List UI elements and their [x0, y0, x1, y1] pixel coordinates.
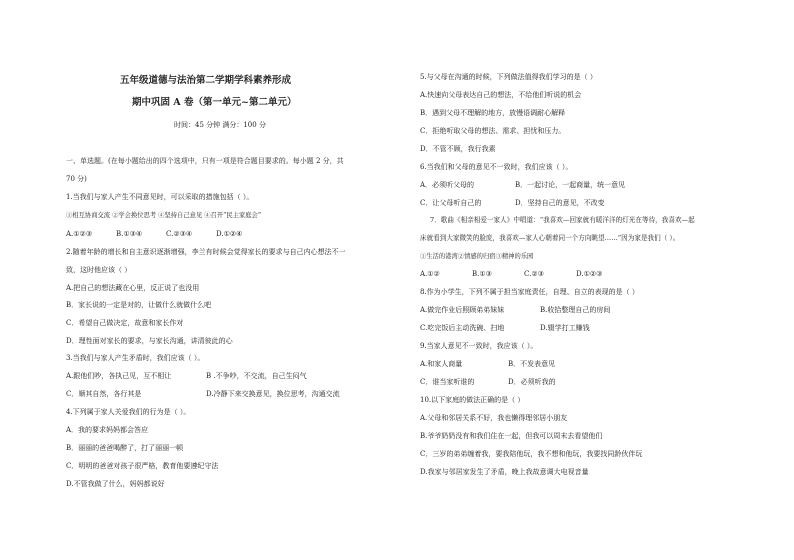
q7-option-c: C.②③ [524, 270, 544, 278]
section-intro-line1: 一、单选题。(在每小题给出的四个选项中，只有一项是符合题目要求的。每小题 2 分，共 [66, 157, 344, 165]
q3-option-b: B .不争吵，不交流，自己生闷气 [206, 372, 307, 380]
q5-option-d: D．不管不顾，我行我素 [420, 145, 496, 153]
q1-option-b: B.①③④ [116, 230, 143, 238]
q2-option-d: D．理性面对家长的要求，与家长沟通，讲清彼此的心 [66, 337, 233, 345]
q3-option-a: A.跟他们吵，各执己见，互不相让 [66, 372, 172, 380]
q4-option-b: B．丽丽的爸爸喝醉了，打了丽丽一顿 [66, 444, 184, 452]
exam-time-info: 时间：45 分钟 满分：100 分 [174, 121, 266, 129]
question-7-statements: ①生活的港湾②情感的归宿③精神的乐园 [420, 253, 534, 260]
question-7-stem-line1: 7．歌曲《相亲相爱一家人》中唱道：“我喜欢—回家就有暖洋洋的灯光在等待，我喜欢—起 [430, 216, 695, 224]
q4-option-c: C．明明的爸爸对孩子很严格，教育他要遵纪守法 [66, 462, 219, 470]
q10-option-a: A.父母和邻居关系不好，我也懒得理邻居小朋友 [420, 414, 568, 422]
q7-option-b: B.①③ [472, 270, 492, 278]
question-1-stem: 1.当我们与家人产生不同意见时，可以采取的措施包括（ ）。 [66, 193, 254, 201]
q9-option-d: D．必须听我的 [508, 378, 556, 386]
q3-option-d: D.冷静下来交换意见，换位思考，沟通交流 [206, 390, 340, 398]
question-10-stem: 10.以下家庭的做法正确的是（ ） [420, 396, 525, 404]
q9-option-a: A.和家人商量 [420, 360, 463, 368]
question-6-stem: 6.当我们和父母的意见不一致时，我们应该（ ）。 [420, 163, 573, 171]
q1-option-d: D.①②④ [216, 230, 243, 238]
q2-option-a: A.把自己的想法藏在心里，反正说了也没用 [66, 284, 200, 292]
q3-option-c: C．顺其自然，各行其是 [66, 390, 142, 398]
q4-option-d: D.不管我做了什么，妈妈都说好 [66, 480, 165, 488]
question-8-stem: 8.作为小学生，下列不属于担当家庭责任，自理、自立的表现的是（ ） [420, 288, 639, 296]
q6-option-c: C．让父母听自己的 [420, 199, 482, 207]
section-intro-line2: 70 分) [66, 175, 87, 183]
q5-option-c: C．拒绝听取父母的想法、需求、担忧和压力。 [420, 127, 566, 135]
q7-option-d: D.①②③ [576, 270, 603, 278]
exam-title-line1: 五年级道德与法治第二学期学科素养形成 [120, 75, 292, 86]
q8-option-c: C.吃完饭后主动洗碗、扫地 [420, 324, 505, 332]
q8-option-d: D.辍学打工赚钱 [540, 324, 590, 332]
question-3-stem: 3.当我们与家人产生矛盾时，我们应该（ ）。 [66, 354, 205, 362]
question-4-stem: 4.下列属于家人关爱我们的行为是（ ）。 [66, 408, 191, 416]
q9-option-c: C．谁当家听谁的 [420, 378, 475, 386]
question-5-stem: 5.与父母在沟通的时候，下列做法值得我们学习的是（ ） [420, 73, 597, 81]
q10-option-b: B.爷爷奶奶没有和我们住在一起，但我可以周末去看望他们 [420, 432, 603, 440]
q10-option-d: D.我家与邻居家发生了矛盾，晚上我故意调大电视音量 [420, 468, 589, 476]
q4-option-a: A．我的要求妈妈都会答应 [66, 426, 149, 434]
q8-option-a: A.做完作业后照顾弟弟妹妹 [420, 306, 505, 314]
q6-option-b: B．一起讨论，一起商量，统一意见 [515, 181, 626, 189]
question-7-stem-line2: 床就看到大家微笑的脸庞，我喜欢—家人心朝着同一个方向眺望……”因为家是我们（ ）。 [420, 234, 680, 242]
question-9-stem: 9.当家人意见不一致时，我应该（ ）。 [420, 342, 538, 350]
question-2-stem-line2: 致，这时他应该（ ） [66, 266, 132, 274]
q1-option-c: C.②③④ [166, 230, 193, 238]
question-2-stem-line1: 2.随着年龄的增长和自主意识逐渐增强，李兰有时候会觉得家长的要求与自己内心想法不一 [66, 248, 346, 256]
q6-option-d: D．坚持自己的意见，不改变 [515, 199, 605, 207]
q7-option-a: A.①② [420, 270, 440, 278]
q1-option-a: A.①②③ [66, 230, 93, 238]
question-1-statements: ①相互协商交流 ②学会换位思考 ④坚持自己意见 ④召开“民主家庭会” [66, 212, 262, 219]
q10-option-c: C．三岁的弟弟缠着我，要我陪他玩，我不想和他玩，我要找同龄伙伴玩 [420, 450, 643, 458]
q8-option-b: B.收拾整理自己的房间 [540, 306, 611, 314]
q2-option-c: C．希望自己做决定，故意和家长作对 [66, 319, 184, 327]
q9-option-b: B．不发表意见 [508, 360, 556, 368]
exam-title-line2: 期中巩固 A 卷（第一单元~第二单元） [132, 97, 297, 108]
q2-option-b: B．家长说的一定是对的，让做什么就做什么吧 [66, 301, 212, 309]
q6-option-a: A．必须听父母的 [420, 181, 475, 189]
q5-option-a: A.快速向父母表达自己的想法，不给他们听说的机会 [420, 91, 582, 99]
q5-option-b: B．遇到父母不理解的地方，放慢语调耐心解释 [420, 109, 566, 117]
